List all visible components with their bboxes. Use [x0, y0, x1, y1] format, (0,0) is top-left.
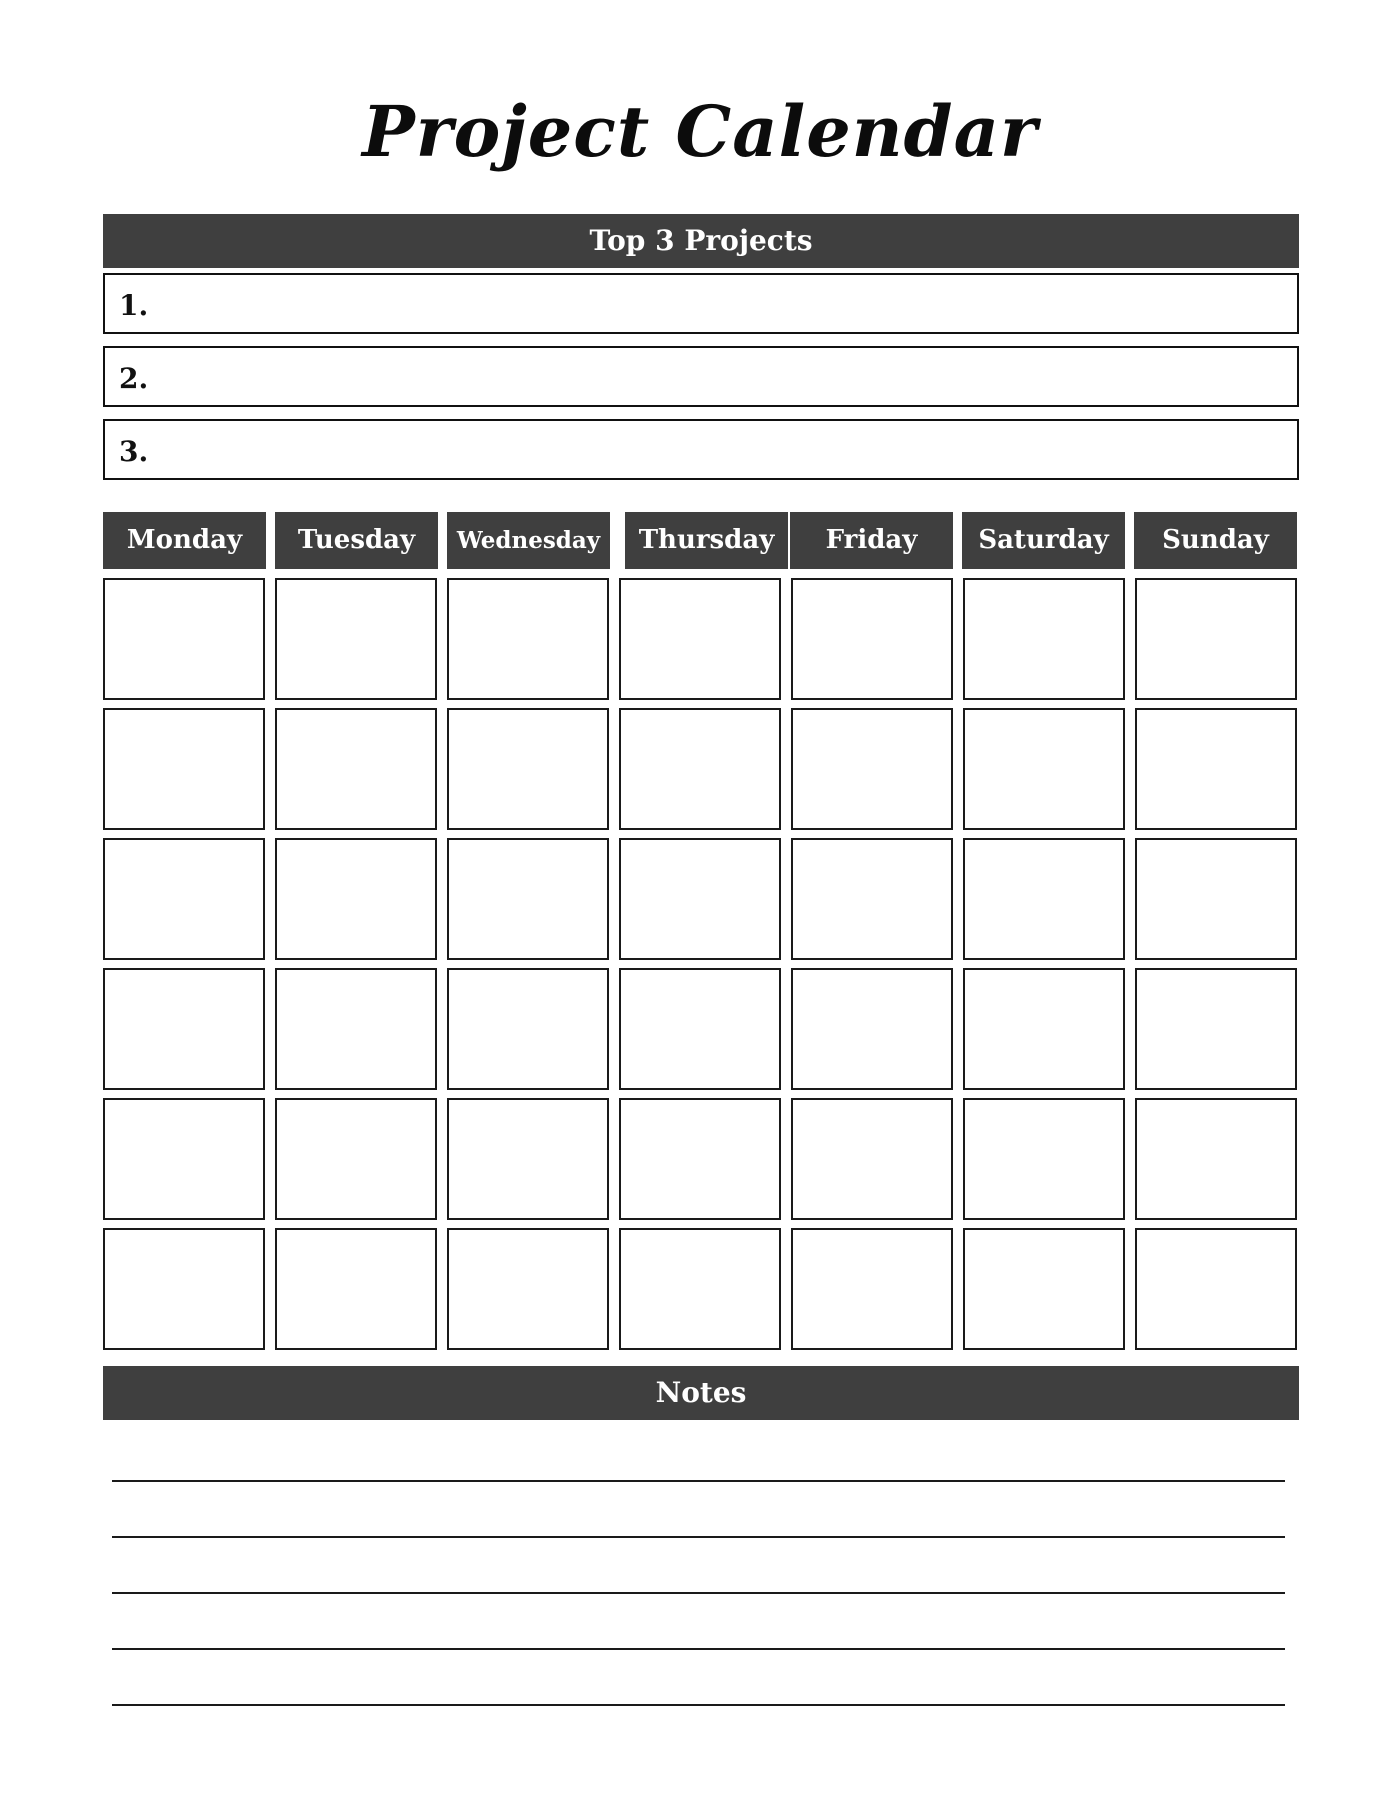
- day-cell[interactable]: [447, 968, 609, 1090]
- day-cell[interactable]: [963, 968, 1125, 1090]
- day-cell[interactable]: [619, 1098, 781, 1220]
- day-cell[interactable]: [1135, 1228, 1297, 1350]
- day-cell[interactable]: [963, 578, 1125, 700]
- day-cell[interactable]: [791, 708, 953, 830]
- note-line[interactable]: [112, 1704, 1285, 1706]
- day-cell[interactable]: [103, 968, 265, 1090]
- day-cell[interactable]: [275, 1098, 437, 1220]
- day-cell[interactable]: [275, 1228, 437, 1350]
- day-cell[interactable]: [791, 968, 953, 1090]
- day-cell[interactable]: [103, 708, 265, 830]
- day-header-thursday: Thursday: [625, 512, 788, 569]
- note-line[interactable]: [112, 1536, 1285, 1538]
- day-cell[interactable]: [1135, 838, 1297, 960]
- day-cell[interactable]: [1135, 578, 1297, 700]
- projects-header: Top 3 Projects: [103, 214, 1299, 268]
- project-number: 2.: [119, 362, 149, 395]
- day-cell[interactable]: [963, 838, 1125, 960]
- day-cell[interactable]: [1135, 1098, 1297, 1220]
- day-header-sunday: Sunday: [1134, 512, 1297, 569]
- day-cell[interactable]: [103, 838, 265, 960]
- day-cell[interactable]: [619, 578, 781, 700]
- day-cell[interactable]: [103, 1228, 265, 1350]
- day-cell[interactable]: [963, 1098, 1125, 1220]
- day-header-wednesday: Wednesday: [447, 512, 610, 569]
- notes-header: Notes: [103, 1366, 1299, 1420]
- day-cell[interactable]: [619, 708, 781, 830]
- day-cell[interactable]: [619, 1228, 781, 1350]
- day-cell[interactable]: [447, 1228, 609, 1350]
- day-header-friday: Friday: [790, 512, 953, 569]
- day-cell[interactable]: [791, 578, 953, 700]
- day-cell[interactable]: [275, 578, 437, 700]
- day-cell[interactable]: [103, 1098, 265, 1220]
- day-cell[interactable]: [275, 838, 437, 960]
- day-cell[interactable]: [619, 838, 781, 960]
- day-cell[interactable]: [447, 578, 609, 700]
- day-cell[interactable]: [447, 838, 609, 960]
- project-number: 1.: [119, 289, 149, 322]
- project-field-2[interactable]: [103, 346, 1299, 407]
- day-header-monday: Monday: [103, 512, 266, 569]
- day-cell[interactable]: [1135, 708, 1297, 830]
- day-cell[interactable]: [447, 1098, 609, 1220]
- day-cell[interactable]: [619, 968, 781, 1090]
- day-cell[interactable]: [1135, 968, 1297, 1090]
- day-cell[interactable]: [103, 578, 265, 700]
- day-cell[interactable]: [447, 708, 609, 830]
- note-line[interactable]: [112, 1648, 1285, 1650]
- day-cell[interactable]: [791, 1228, 953, 1350]
- day-cell[interactable]: [963, 708, 1125, 830]
- day-cell[interactable]: [275, 968, 437, 1090]
- day-header-saturday: Saturday: [962, 512, 1125, 569]
- note-line[interactable]: [112, 1480, 1285, 1482]
- day-cell[interactable]: [791, 1098, 953, 1220]
- day-cell[interactable]: [791, 838, 953, 960]
- project-field-1[interactable]: [103, 273, 1299, 334]
- day-header-tuesday: Tuesday: [275, 512, 438, 569]
- project-field-3[interactable]: [103, 419, 1299, 480]
- note-line[interactable]: [112, 1592, 1285, 1594]
- page-title: Project Calendar: [362, 90, 1038, 173]
- day-cell[interactable]: [275, 708, 437, 830]
- project-number: 3.: [119, 435, 149, 468]
- day-cell[interactable]: [963, 1228, 1125, 1350]
